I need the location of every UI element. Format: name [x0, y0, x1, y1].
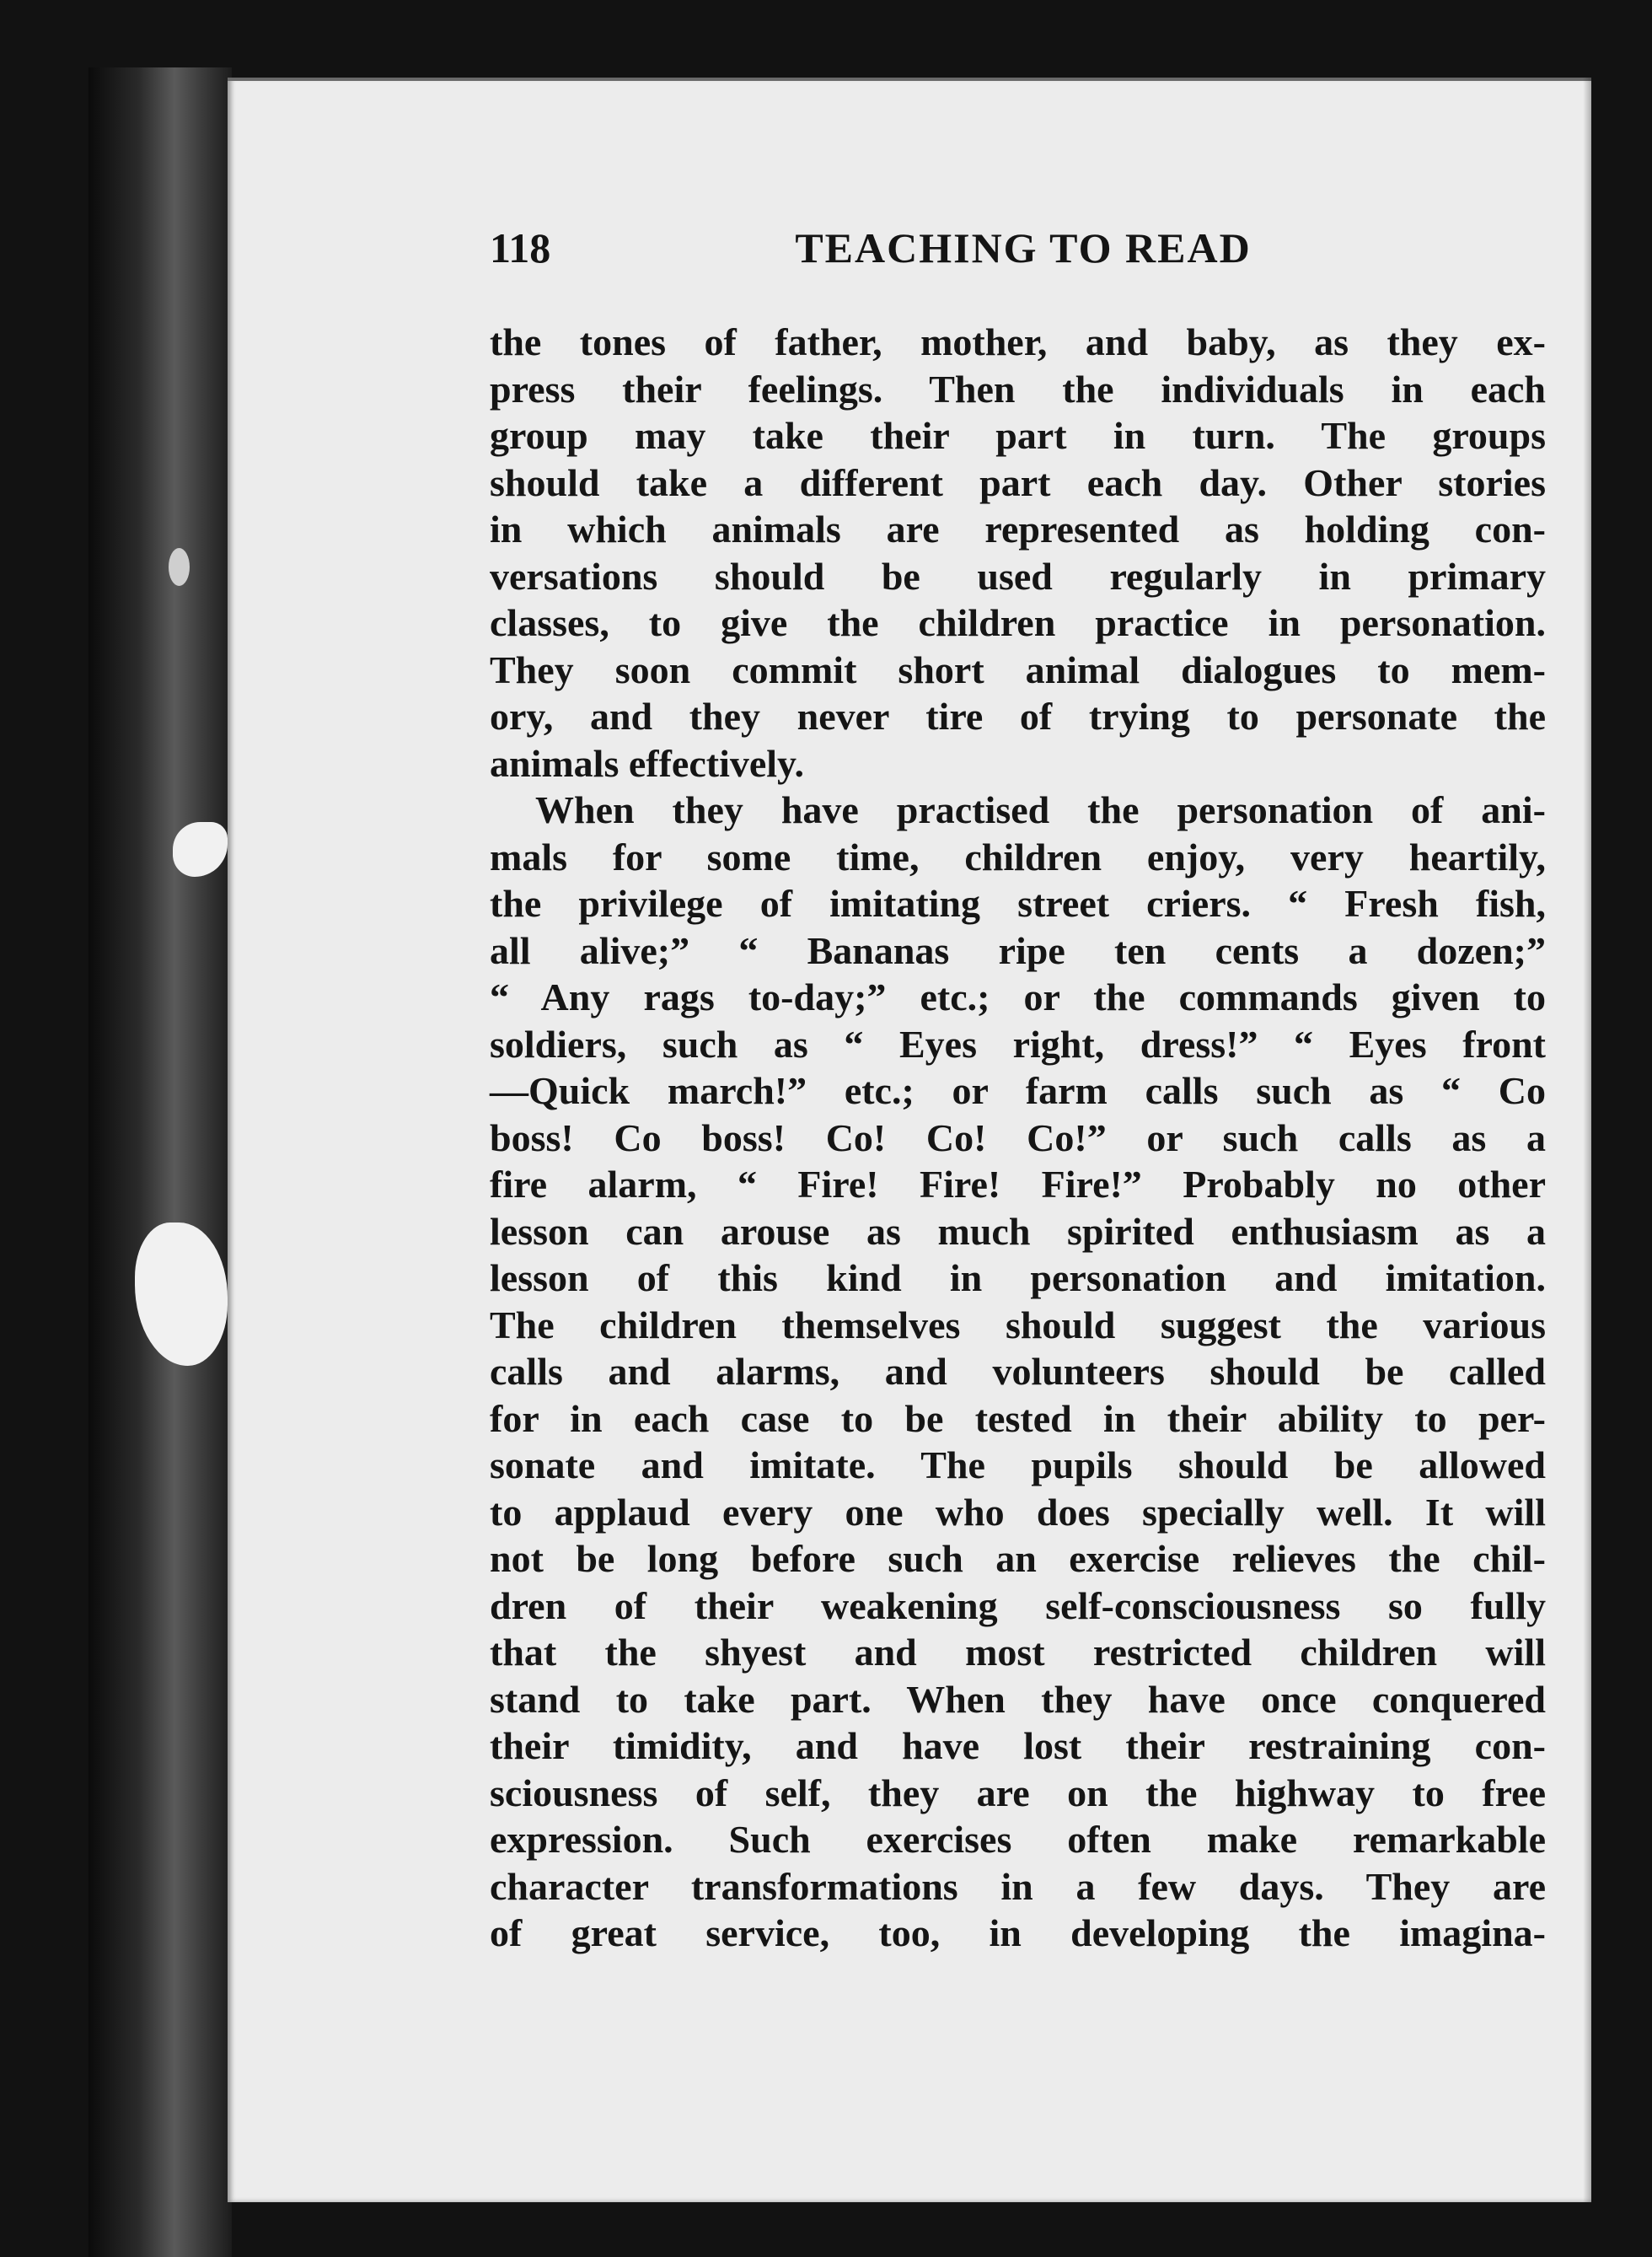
text-line: sonate and imitate. The pupils should be allowed [490, 1443, 1546, 1486]
text-line: lesson of this kind in personation and imitation. [490, 1256, 1546, 1299]
paper-speck [169, 548, 190, 586]
text-line: soldiers, such as “ Eyes right, dress!” “ Eyes front [490, 1022, 1546, 1066]
text-line: fire alarm, “ Fire! Fire! Fire!” Probably no other [490, 1163, 1546, 1206]
body-text [490, 319, 1546, 1957]
text-line: the tones of father, mother, and baby, as they ex- [490, 320, 1546, 363]
text-line: lesson can arouse as much spirited enthusiasm as a [490, 1209, 1546, 1253]
text-line: dren of their weakening self-consciousness so fully [490, 1583, 1546, 1627]
text-line: animals effectively. [490, 741, 805, 785]
text-line: press their feelings. Then the individuals in each [490, 367, 1546, 411]
text-line: character transformations in a few days. They are [490, 1864, 1546, 1908]
text-line: The children themselves should suggest the various [490, 1303, 1546, 1346]
text-line: group may take their part in turn. The groups [490, 414, 1546, 457]
text-line: all alive;” “ Bananas ripe ten cents a dozen;” [490, 928, 1546, 972]
text-line: their timidity, and have lost their restraining con- [490, 1724, 1546, 1767]
text-line: calls and alarms, and volunteers should be called [490, 1350, 1546, 1393]
text-line: of great service, too, in developing the imagina- [490, 1911, 1546, 1954]
text-line: —Quick march!” etc.; or farm calls such as “ Co [490, 1069, 1546, 1112]
text-line: for in each case to be tested in their ability to per- [490, 1396, 1546, 1440]
text-line: sciousness of self, they are on the highway to free [490, 1771, 1546, 1814]
text-line: classes, to give the children practice in personation. [490, 601, 1546, 644]
text-line: boss! Co boss! Co! Co! Co!” or such calls as a [490, 1115, 1546, 1159]
text-line: “ Any rags to-day;” etc.; or the commands given to [490, 975, 1546, 1018]
page-top-edge [228, 78, 1591, 81]
book-page [228, 78, 1591, 2202]
text-line: mals for some time, children enjoy, very heartily, [490, 835, 1546, 879]
book-binding-edge [88, 67, 232, 2257]
text-line: that the shyest and most restricted children will [490, 1631, 1546, 1674]
text-line: When they have practised the personation of ani- [535, 788, 1546, 831]
text-line: in which animals are represented as holding con- [490, 508, 1546, 551]
text-line: ory, and they never tire of trying to personate the [490, 695, 1546, 738]
text-line: the privilege of imitating street criers. “ Fresh fish, [490, 882, 1546, 925]
text-line: versations should be used regularly in primary [490, 554, 1546, 598]
page-number: 118 [490, 224, 551, 271]
text-line: stand to take part. When they have once conquered [490, 1677, 1546, 1721]
page-right-shadow [1583, 78, 1591, 2202]
text-line: They soon commit short animal dialogues to mem- [490, 648, 1546, 691]
text-line: not be long before such an exercise relieves the chil- [490, 1537, 1546, 1580]
running-title: TEACHING TO READ [795, 224, 1252, 271]
text-line: should take a different part each day. Other stories [490, 460, 1546, 504]
running-head [490, 223, 1498, 299]
text-line: expression. Such exercises often make remarkable [490, 1818, 1546, 1861]
text-line: to applaud every one who does specially well. It will [490, 1490, 1546, 1534]
